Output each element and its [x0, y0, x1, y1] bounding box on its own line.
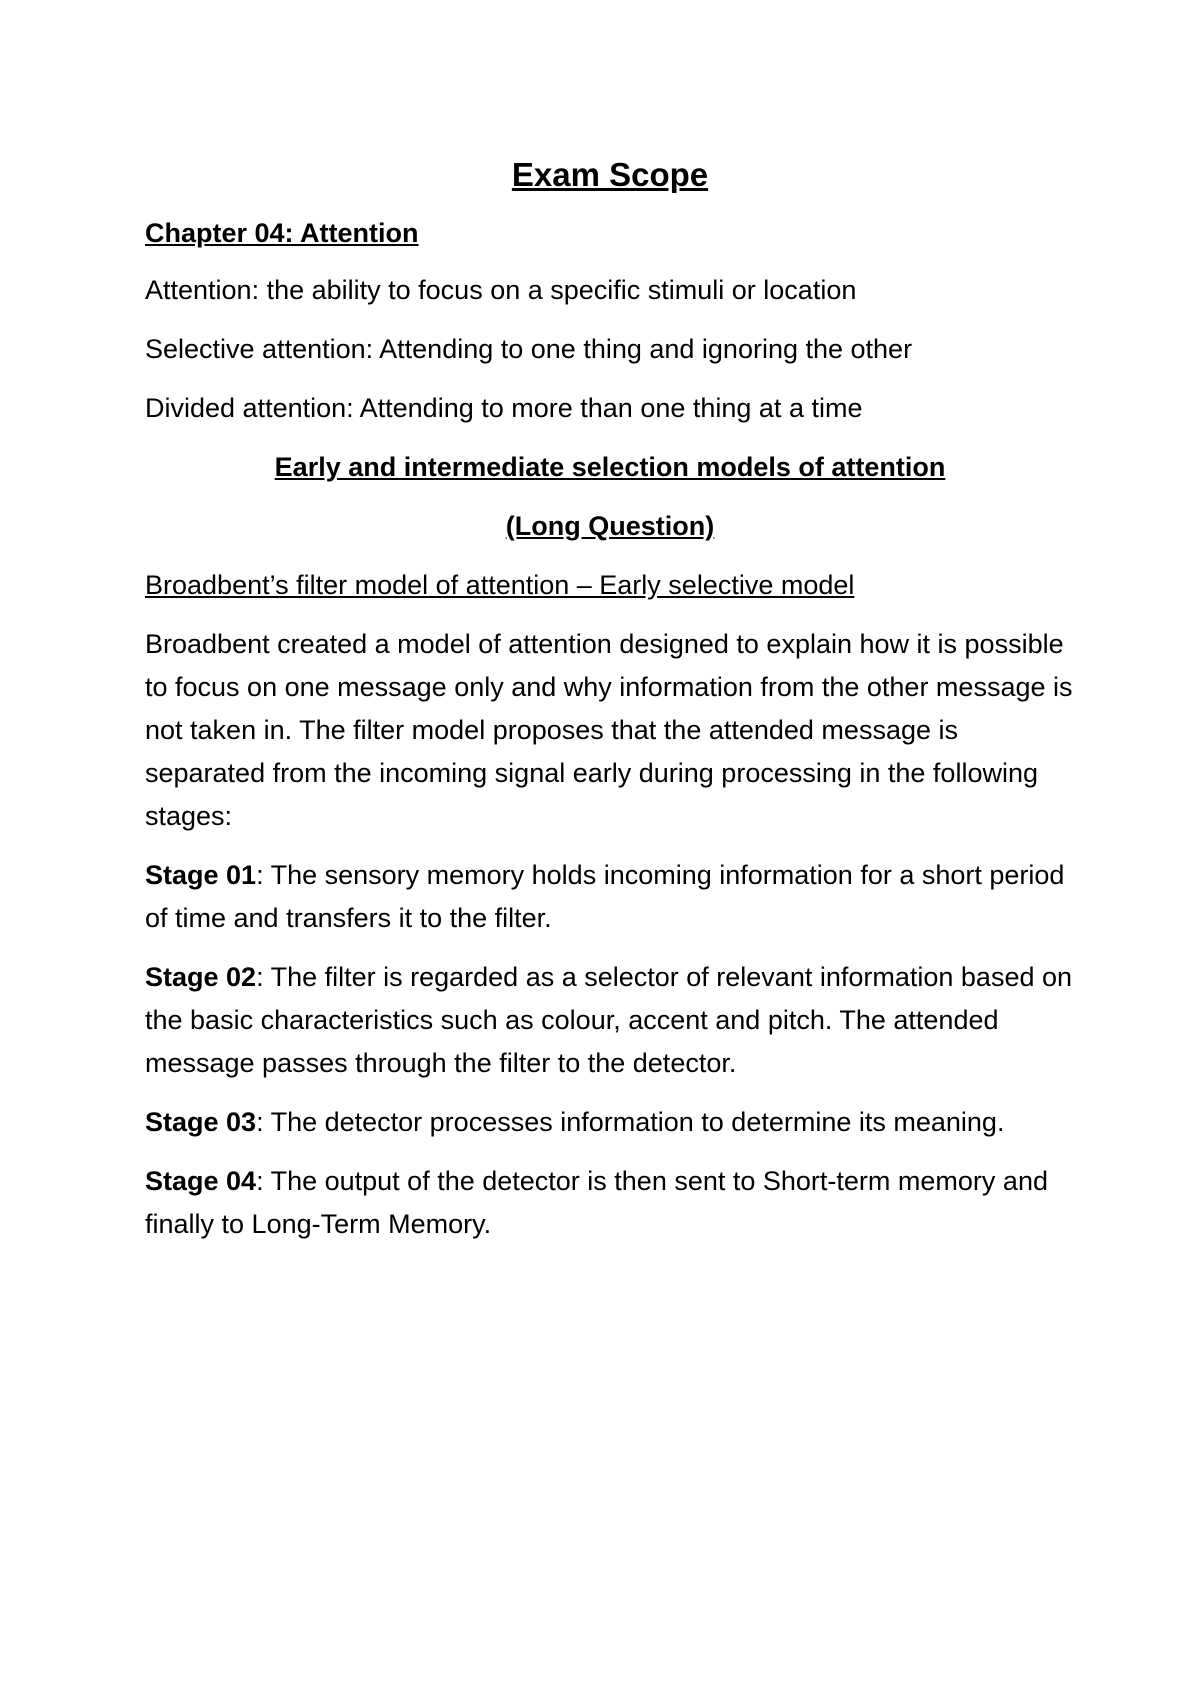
- stage-02-label: Stage 02: [145, 962, 257, 992]
- definition-attention: Attention: the ability to focus on a specific stimuli or location: [145, 275, 857, 305]
- stage-01-paragraph: [145, 854, 1075, 940]
- section-subheading: (Long Question): [505, 511, 715, 541]
- stage-04-paragraph: [145, 1160, 1075, 1246]
- page-title: Exam Scope: [511, 156, 709, 193]
- chapter-heading: Chapter 04: Attention: [145, 218, 419, 248]
- section-heading: Early and intermediate selection models of attention: [274, 452, 946, 482]
- stage-04-text: : The output of the detector is then sent to Short-term memory and finally to Long-Term Memory.: [145, 1166, 1048, 1239]
- model-heading: Broadbent’s filter model of attention – Early selective model: [145, 570, 855, 600]
- stage-01-label: Stage 01: [145, 860, 257, 890]
- stage-02-text: : The filter is regarded as a selector of relevant information based on the basic characteristics such as colour, accent and pitch. The attended message passes through the filter to the detector.: [145, 962, 1073, 1078]
- model-paragraph: Broadbent created a model of attention designed to explain how it is possible to focus on one message only and why information from the other message is not taken in. The filter model proposes that the attended message is separated from the incoming signal early during processing in the following stages:: [145, 629, 1073, 831]
- definition-selective-attention: Selective attention: Attending to one thing and ignoring the other: [145, 334, 913, 364]
- document-body: [145, 152, 1075, 1262]
- stage-04-label: Stage 04: [145, 1166, 257, 1196]
- stage-03-paragraph: [145, 1101, 1075, 1144]
- stage-03-label: Stage 03: [145, 1107, 257, 1137]
- definition-divided-attention: Divided attention: Attending to more than one thing at a time: [145, 393, 863, 423]
- stage-02-paragraph: [145, 956, 1075, 1085]
- stage-01-text: : The sensory memory holds incoming information for a short period of time and transfers it to the filter.: [145, 860, 1065, 933]
- stage-03-text: : The detector processes information to determine its meaning.: [256, 1107, 1005, 1137]
